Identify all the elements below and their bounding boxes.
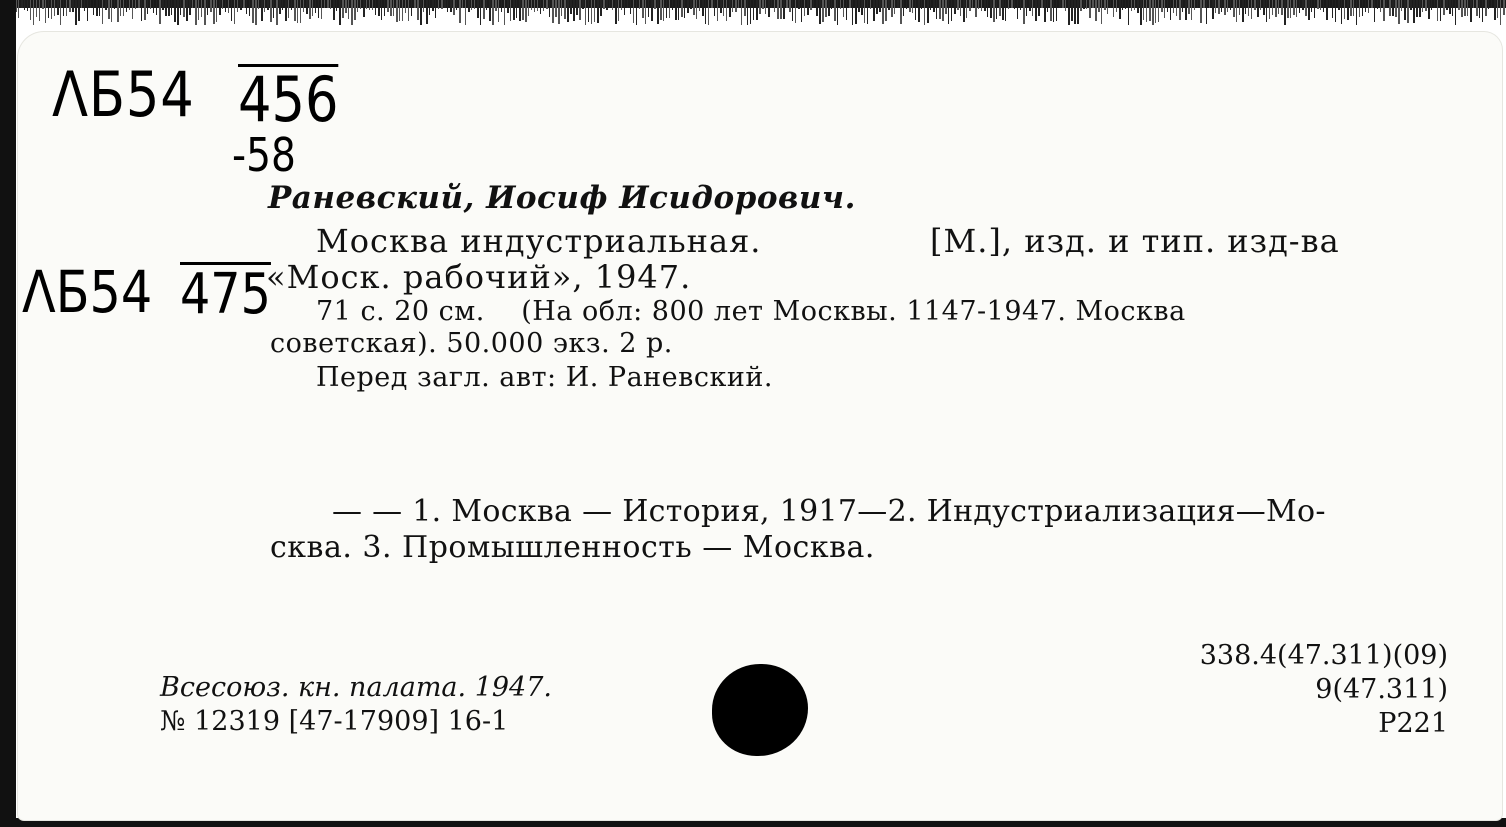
- handwritten-suffix-1: -58: [232, 128, 296, 182]
- subject-headings-line-1: — — 1. Москва — История, 1917—2. Индустриализация—Мо-: [332, 494, 1326, 529]
- book-chamber-line-1: Всесоюз. кн. палата. 1947.: [160, 672, 552, 703]
- author-note: Перед загл. авт: И. Раневский.: [316, 362, 773, 393]
- title-line-1-right: [М.], изд. и тип. изд-ва: [930, 222, 1340, 260]
- title-line-1-left: Москва индустриальная.: [316, 222, 762, 260]
- handwritten-shelfmark-2: ΛБ54: [22, 258, 153, 326]
- title-line-2: «Моск. рабочий», 1947.: [266, 258, 692, 296]
- book-chamber-line-2: № 12319 [47-17909] 16-1: [160, 706, 509, 737]
- classification-code-2: 9(47.311): [1315, 674, 1448, 705]
- handwritten-number-1: 456: [238, 63, 339, 136]
- subject-headings-line-2: сква. 3. Промышленность — Москва.: [270, 530, 875, 565]
- physical-description-line-2: советская). 50.000 экз. 2 р.: [270, 328, 673, 359]
- author-heading: Раневский, Иосиф Исидорович.: [268, 180, 856, 216]
- handwritten-number-2: 475: [180, 262, 271, 327]
- physical-description-line-1: 71 с. 20 см. (На обл: 800 лет Москвы. 1147-1947. Москва: [316, 296, 1186, 327]
- classification-code-3: Р221: [1378, 708, 1448, 739]
- handwritten-shelfmark-1: ΛБ54: [52, 58, 195, 131]
- classification-code-1: 338.4(47.311)(09): [1199, 640, 1448, 671]
